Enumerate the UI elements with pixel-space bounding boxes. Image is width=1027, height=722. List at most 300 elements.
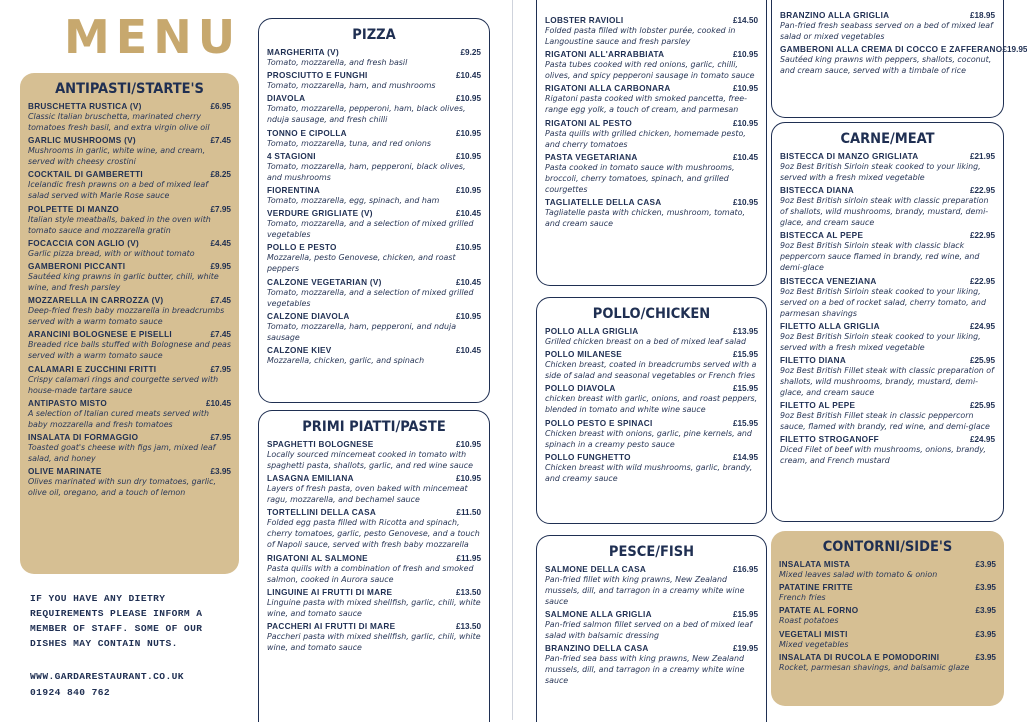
item-name: BRANZINO DELLA CASA: [545, 644, 649, 654]
item-name: GARLIC MUSHROOMS (V): [28, 136, 136, 146]
item-description: Folded pasta filled with lobster purée, cooked in Langoustine sauce and fresh parsley: [545, 26, 736, 46]
item-price: £10.95: [732, 84, 758, 94]
item-price: £10.45: [455, 209, 481, 219]
item-description: 9oz Best British Fillet steak in classic peppercorn sauce, flamed with brandy, red wine, and demi-glace: [780, 411, 990, 432]
item-name: POLLO DIAVOLA: [545, 384, 616, 394]
item-name: GAMBERONI ALLA CREMA DI COCCO E ZAFFERANO: [780, 45, 1003, 55]
menu-item-filetto-al-pepe: [780, 401, 995, 432]
item-header: [780, 435, 995, 444]
item-header: [779, 606, 996, 615]
menu-item-cocktail-di-gamberetti: [28, 170, 231, 201]
item-price: £10.95: [455, 185, 481, 195]
menu-item-lobster-ravioli: [545, 16, 758, 47]
item-price: £9.25: [460, 48, 481, 57]
item-header: [780, 277, 995, 286]
item-name: POLLO MILANESE: [545, 350, 622, 360]
item-description: Rocket, parmesan shavings, and balsamic glaze: [779, 662, 970, 672]
menu-item-patate-al-forno: [779, 606, 996, 626]
section-title: ANTIPASTI/STARTE'S: [55, 81, 204, 97]
item-price: £24.95: [969, 435, 995, 445]
item-description: Mozzarella, chicken, garlic, and spinach: [267, 355, 425, 365]
item-price: £7.95: [210, 432, 231, 442]
item-header: [545, 419, 758, 428]
menu-list: [545, 565, 758, 686]
item-description: Grilled chicken breast on a bed of mixed leaf salad: [545, 337, 747, 346]
item-description: Tomato, mozzarella, egg, spinach, and ham: [267, 195, 440, 205]
item-price: £10.95: [455, 243, 481, 253]
item-header: [267, 312, 481, 321]
item-price: £13.50: [455, 621, 481, 631]
item-price: £10.95: [455, 151, 481, 161]
menu-list: [545, 327, 758, 484]
item-header: [545, 644, 758, 653]
item-name: FILETTO STROGANOFF: [780, 435, 879, 445]
item-description: Pan-fried salmon fillet served on a bed of mixed leaf salad with balsamic dressing: [545, 620, 753, 641]
item-header: [267, 209, 481, 218]
item-header: [545, 84, 758, 93]
item-price: £10.95: [455, 440, 481, 449]
item-name: GAMBERONI PICCANTI: [28, 261, 126, 271]
pesce-panel: [536, 535, 767, 722]
phone-number: 01924 840 762: [30, 687, 111, 698]
item-name: COCKTAIL DI GAMBERETTI: [28, 170, 144, 180]
item-header: [779, 560, 996, 569]
item-price: £10.45: [455, 345, 481, 355]
item-description: 9oz Best British Fillet steak with classic preparation of shallots, wild mushrooms, brandy, mustard, demi-glace, and cream sauce: [780, 365, 994, 397]
menu-item-pollo-alla-griglia: [545, 327, 758, 347]
menu-item-pasta-vegetariana: [545, 153, 758, 195]
item-name: PATATE AL FORNO: [779, 606, 859, 616]
item-description: Tomato, mozzarella, and fresh basil: [267, 58, 408, 67]
item-header: [779, 583, 996, 592]
item-header: [545, 153, 758, 162]
menu-item-gamberoni-alla-crema-di-cocco-e-zafferano: [780, 45, 1027, 76]
item-price: £3.95: [210, 467, 231, 477]
item-description: Tagliatelle pasta with chicken, mushroom, tomato, and cream sauce: [545, 207, 745, 228]
section-title: CONTORNI/SIDE'S: [822, 539, 953, 555]
menu-item-pollo-funghetto: [545, 453, 758, 484]
menu-item-tonno-e-cipolla: [267, 129, 481, 149]
item-description: A selection of Italian cured meats served with baby mozzarella and fresh tomatoes: [28, 408, 210, 429]
fish-continued-panel: [771, 0, 1027, 118]
section-title: CARNE/MEAT: [840, 131, 935, 147]
item-header: [267, 186, 481, 195]
item-price: £9.95: [210, 261, 231, 271]
item-description: Tomato, mozzarella, tuna, and red onions: [267, 138, 431, 148]
item-description: Pan-fried sea bass with king prawns, New Zealand mussels, dill, and tarragon in a creamy white wine sauce: [545, 654, 745, 686]
website-link[interactable]: WWW.GARDARESTAURANT.CO.UK: [30, 671, 184, 682]
item-header: [267, 129, 481, 138]
section-title: PRIMI PIATTI/PASTE: [302, 419, 446, 435]
item-header: [28, 433, 231, 442]
item-name: BISTECCA VENEZIANA: [780, 276, 877, 286]
item-header: [545, 384, 758, 393]
menu-item-rigatoni-alla-carbonara: [545, 84, 758, 115]
item-price: £14.95: [732, 452, 758, 462]
item-description: Pan-fried fresh seabass served on a bed of mixed leaf salad or mixed vegetables: [780, 21, 993, 41]
menu-item-bistecca-diana: [780, 186, 995, 228]
item-description: Pasta tubes cooked with red onions, garlic, chilli, olives, and spicy pepperoni sausage in tomato sauce: [545, 60, 755, 81]
item-header: [267, 440, 481, 449]
item-price: £7.95: [210, 364, 231, 374]
menu-item-tortellini-della-casa: [267, 508, 481, 550]
item-header: [267, 94, 481, 103]
section-title: PESCE/FISH: [608, 544, 695, 560]
pizza-panel: [258, 18, 490, 403]
menu-item-bistecca-al-pepe: [780, 231, 995, 273]
item-description: Toasted goat's cheese with figs jam, mixed leaf salad, and honey: [28, 442, 216, 463]
menu-item-arancini-bolognese-e-piselli: [28, 330, 231, 361]
contact-block: [30, 669, 184, 701]
section-title: POLLO/CHICKEN: [592, 306, 711, 322]
item-price: £3.95: [975, 560, 996, 569]
item-name: POLLO ALLA GRIGLIA: [545, 327, 639, 336]
item-price: £22.95: [969, 186, 995, 196]
item-description: chicken breast with garlic, onions, and roast peppers, blended in tomato and white wine sauce: [545, 394, 758, 415]
item-name: DIAVOLA: [267, 94, 306, 104]
item-name: RIGATONI AL SALMONE: [267, 553, 368, 563]
item-price: £15.95: [732, 384, 758, 394]
menu-item-rigatoni-al-pesto: [545, 119, 758, 150]
item-price: £15.95: [732, 350, 758, 360]
item-price: £6.95: [210, 102, 231, 111]
menu-item-branzino-della-casa: [545, 644, 758, 686]
item-header: [28, 239, 231, 248]
item-header: [545, 565, 758, 574]
menu-item-pollo-diavola: [545, 384, 758, 415]
item-header: [779, 630, 996, 639]
item-header: [545, 327, 758, 336]
item-description: 9oz Best British sirloin steak with classic preparation of shallots, wild mushrooms, brandy, mustard, demi-glace, and cream sauce: [780, 196, 989, 228]
item-description: Chicken breast with wild mushrooms, garlic, brandy, and creamy sauce: [545, 462, 753, 483]
item-name: SALMONE ALLA GRIGLIA: [545, 610, 652, 620]
item-name: LOBSTER RAVIOLI: [545, 16, 624, 25]
item-description: Tomato, mozzarella, ham, and mushrooms: [267, 81, 436, 91]
menu-item-filetto-alla-griglia: [780, 322, 995, 353]
item-description: Mixed vegetables: [779, 639, 849, 649]
item-name: FILETTO ALLA GRIGLIA: [780, 321, 880, 331]
menu-item-focaccia-con-aglio-v: [28, 239, 231, 259]
item-header: [545, 453, 758, 462]
item-description: Mozzarella, pesto Genovese, chicken, and roast peppers: [267, 253, 456, 274]
item-price: £10.95: [455, 474, 481, 484]
item-description: Sautéed king prawns in garlic butter, chili, white wine, and fresh parsley: [28, 271, 219, 292]
item-name: LASAGNA EMILIANA: [267, 474, 354, 484]
item-price: £14.50: [732, 16, 758, 25]
item-description: Tomato, mozzarella, ham, pepperoni, and nduja sausage: [267, 321, 457, 342]
menu-list: [780, 11, 1027, 76]
menu-list: [779, 560, 996, 673]
item-description: Locally sourced mincemeat cooked in tomato with spaghetti pasta, shallots, garlic, and red wine sauce: [267, 450, 473, 470]
item-description: 9oz Best British Sirloin steak cooked to your liking, served with a fresh mixed vegetable: [780, 162, 981, 182]
item-price: £10.95: [732, 197, 758, 207]
item-header: [267, 71, 481, 80]
item-description: Roast potatoes: [779, 616, 839, 626]
item-description: Pasta quills with grilled chicken, homemade pesto, and cherry tomatoes: [545, 128, 746, 149]
menu-item-mozzarella-in-carrozza-v: [28, 296, 231, 327]
item-name: FILETTO DIANA: [780, 355, 847, 365]
menu-item-lasagna-emiliana: [267, 474, 481, 505]
menu-item-pollo-e-pesto: [267, 243, 481, 274]
item-price: £22.95: [969, 231, 995, 241]
item-price: £7.95: [210, 204, 231, 214]
menu-item-vegetali-misti: [779, 630, 996, 650]
item-header: [780, 231, 995, 240]
menu-item-filetto-stroganoff: [780, 435, 995, 466]
menu-item-rigatoni-al-salmone: [267, 554, 481, 585]
item-description: 9oz Best British Sirloin steak cooked to your liking, served on a bed of rocket salad, cherry tomato, and parmesan shavings: [780, 286, 986, 318]
item-description: Paccheri pasta with mixed shellfish, garlic, chili, white wine, and tomato sauce: [267, 631, 481, 652]
dietary-note: IF YOU HAVE ANY DIETRY REQUIREMENTS PLEASE INFORM A MEMBER OF STAFF. SOME OF OUR DISHES MAY CONTAIN NUTS.: [30, 593, 203, 649]
item-price: £13.95: [732, 327, 758, 336]
item-price: £7.45: [210, 330, 231, 340]
menu-item-garlic-mushrooms-v: [28, 136, 231, 167]
item-description: Tomato, mozzarella, and a selection of mixed grilled vegetables: [267, 219, 474, 240]
item-name: ANTIPASTO MISTO: [28, 398, 108, 408]
item-header: [545, 198, 758, 207]
menu-list: [545, 16, 758, 229]
item-name: CALZONE VEGETARIAN (V): [267, 277, 382, 287]
item-description: Olives marinated with sun dry tomatoes, garlic, olive oil, oregano, and a touch of lemon: [28, 477, 216, 498]
item-description: Tomato, mozzarella, and a selection of mixed grilled vegetables: [267, 287, 474, 308]
menu-item-olive-marinate: [28, 467, 231, 498]
item-description: Mixed leaves salad with tomato & onion: [779, 570, 938, 579]
item-description: Pasta cooked in tomato sauce with mushrooms, broccoli, cherry tomatoes, spinach, and grilled courgettes: [545, 162, 735, 194]
primi-panel: [258, 410, 490, 722]
item-name: PACCHERI AI FRUTTI DI MARE: [267, 621, 396, 631]
item-header: [545, 610, 758, 619]
menu-item-insalata-mista: [779, 560, 996, 580]
pollo-panel: [536, 297, 767, 524]
item-description: Mushrooms in garlic, white wine, and cream, served with cheesy crostini: [28, 146, 206, 167]
item-header: [28, 365, 231, 374]
item-name: CALZONE DIAVOLA: [267, 311, 350, 321]
item-name: SALMONE DELLA CASA: [545, 565, 647, 574]
item-header: [28, 205, 231, 214]
item-price: £10.45: [205, 398, 231, 408]
item-price: £15.95: [732, 610, 758, 620]
item-header: [545, 16, 758, 25]
item-name: BISTECCA AL PEPE: [780, 231, 864, 241]
item-price: £25.95: [969, 401, 995, 411]
item-description: Linguine pasta with mixed shellfish, garlic, chili, white wine, and tomato sauce: [267, 597, 481, 618]
item-price: £11.95: [456, 553, 481, 563]
item-header: [267, 346, 481, 355]
item-description: Breaded rice balls stuffed with Bolognese and peas served with a warm tomato sauce: [28, 340, 231, 361]
menu-list: [780, 152, 995, 466]
item-price: £4.45: [210, 238, 231, 248]
contorni-panel: [771, 531, 1004, 706]
item-price: £11.50: [456, 508, 481, 518]
item-price: £3.95: [975, 583, 996, 593]
menu-item-fiorentina: [267, 186, 481, 206]
antipasti-panel: [20, 73, 239, 574]
item-name: RIGATONI ALLA CARBONARA: [545, 84, 671, 94]
item-price: £8.25: [210, 170, 231, 180]
menu-title: MENU: [64, 10, 242, 64]
item-name: BISTECCA DIANA: [780, 186, 854, 196]
menu-item-patatine-fritte: [779, 583, 996, 603]
item-header: [780, 152, 995, 161]
item-price: £25.95: [969, 355, 995, 365]
item-header: [28, 102, 231, 111]
menu-list: [267, 48, 481, 366]
item-header: [28, 262, 231, 271]
item-description: Tomato, mozzarella, ham, pepperoni, black olives, and mushrooms: [267, 161, 466, 182]
item-name: CALAMARI E ZUCCHINI FRITTI: [28, 364, 157, 374]
item-price: £19.95: [732, 644, 758, 654]
item-header: [28, 136, 231, 145]
item-description: Diced Filet of beef with mushrooms, onions, brandy, cream, and French mustard: [780, 445, 986, 466]
item-name: FOCACCIA CON AGLIO (V): [28, 238, 140, 248]
item-description: Sautéed king prawns with peppers, shallots, coconut, and cream sauce, served with a timbale of rice: [780, 55, 992, 76]
section-title: PIZZA: [352, 27, 396, 43]
item-header: [267, 588, 481, 597]
item-name: INSALATA MISTA: [779, 560, 851, 569]
menu-item-pollo-milanese: [545, 350, 758, 381]
page-fold: [512, 0, 513, 720]
menu-item-calzone-kiev: [267, 346, 481, 366]
menu-item-salmone-della-casa: [545, 565, 758, 607]
item-header: [780, 45, 1027, 55]
item-name: FILETTO AL PEPE: [780, 401, 856, 411]
item-description: Icelandic fresh prawns on a bed of mixed leaf salad served with Marie Rose sauce: [28, 180, 209, 201]
item-header: [267, 152, 481, 161]
menu-item-paccheri-ai-frutti-di-mare: [267, 622, 481, 653]
item-price: £19.95: [1002, 45, 1027, 55]
item-header: [545, 350, 758, 359]
item-name: INSALATA DI RUCOLA E POMODORINI: [779, 652, 940, 662]
item-description: Rigatoni pasta cooked with smoked pancetta, free-range egg yolk, a touch of cream, and parmesan: [545, 94, 747, 115]
menu-item-filetto-diana: [780, 356, 995, 398]
menu-item-diavola: [267, 94, 481, 125]
item-description: Tomato, mozzarella, pepperoni, ham, black olives, nduja sausage, and fresh chilli: [267, 104, 466, 125]
item-name: ARANCINI BOLOGNESE E PISELLI: [28, 330, 172, 340]
menu-item-pollo-pesto-e-spinaci: [545, 419, 758, 450]
item-name: INSALATA DI FORMAGGIO: [28, 432, 139, 442]
item-description: Pasta quills with a combination of fresh and smoked salmon, cooked in Aurora sauce: [267, 563, 474, 584]
item-name: POLLO FUNGHETTO: [545, 452, 631, 462]
item-header: [267, 48, 481, 57]
item-description: Crispy calamari rings and courgette served with house-made tartare sauce: [28, 374, 219, 395]
item-price: £10.95: [732, 118, 758, 128]
item-header: [780, 186, 995, 195]
item-description: Chicken breast with onions, garlic, pine kernels, and spinach in a creamy pesto sauce: [545, 428, 752, 449]
item-name: VERDURE GRIGLIATE (V): [267, 209, 373, 219]
item-price: £15.95: [732, 418, 758, 428]
item-name: MOZZARELLA IN CARROZZA (V): [28, 296, 164, 306]
menu-item-calzone-vegetarian-v: [267, 278, 481, 309]
item-header: [267, 243, 481, 252]
item-price: £10.95: [732, 50, 758, 60]
item-name: PASTA VEGETARIANA: [545, 152, 638, 162]
menu-item-spaghetti-bolognese: [267, 440, 481, 471]
menu-item-insalata-di-rucola-e-pomodorini: [779, 653, 996, 673]
item-name: VEGETALI MISTI: [779, 629, 848, 639]
item-name: RIGATONI ALL'ARRABBIATA: [545, 50, 665, 60]
menu-item-antipasto-misto: [28, 399, 231, 430]
menu-item-polpette-di-manzo: [28, 205, 231, 236]
item-name: CALZONE KIEV: [267, 345, 332, 355]
item-price: £10.45: [732, 152, 758, 162]
menu-item-bruschetta-rustica-v: [28, 102, 231, 133]
item-header: [780, 356, 995, 365]
item-name: POLLO PESTO E SPINACI: [545, 418, 653, 428]
item-name: POLPETTE DI MANZO: [28, 204, 120, 214]
item-name: TONNO E CIPOLLA: [267, 128, 347, 138]
item-description: French fries: [779, 593, 826, 603]
item-price: £22.95: [969, 276, 995, 286]
menu-item-prosciutto-e-funghi: [267, 71, 481, 91]
item-header: [28, 467, 231, 476]
item-price: £7.45: [210, 296, 231, 306]
menu-list: [28, 102, 231, 498]
item-header: [545, 50, 758, 59]
menu-item-calzone-diavola: [267, 312, 481, 343]
item-header: [779, 653, 996, 662]
item-name: PROSCIUTTO E FUNGHI: [267, 71, 368, 81]
item-description: 9oz Best British Sirloin steak cooked to your liking, served with a fresh mixed vegetable: [780, 331, 981, 352]
item-header: [545, 119, 758, 128]
item-name: SPAGHETTI BOLOGNESE: [267, 440, 374, 449]
item-name: TAGLIATELLE DELLA CASA: [545, 197, 662, 207]
item-header: [267, 622, 481, 631]
item-description: Layers of fresh pasta, oven baked with mincemeat ragu, mozzarella, and bechamel sauce: [267, 484, 468, 505]
item-description: Garlic pizza bread, with or without tomato: [28, 248, 195, 258]
item-name: FIORENTINA: [267, 185, 321, 195]
item-header: [267, 554, 481, 563]
item-price: £21.95: [969, 152, 995, 161]
item-price: £18.95: [969, 11, 995, 20]
item-header: [28, 170, 231, 179]
item-header: [780, 11, 995, 20]
menu-item-branzino-alla-griglia: [780, 11, 995, 42]
item-header: [267, 508, 481, 517]
menu-item-margherita-v: [267, 48, 481, 68]
menu-item-linguine-ai-frutti-di-mare: [267, 588, 481, 619]
menu-item-4-stagioni: [267, 152, 481, 183]
item-price: £7.45: [210, 136, 231, 146]
item-description: Deep-fried fresh baby mozzarella in breadcrumbs served with a warm tomato sauce: [28, 306, 225, 327]
menu-item-verdure-grigliate-v: [267, 209, 481, 240]
item-price: £13.50: [455, 587, 481, 597]
item-description: Chicken breast, coated in breadcrumbs served with a side of salad and seasonal vegetables or French fries: [545, 360, 757, 381]
item-price: £10.45: [455, 277, 481, 287]
item-description: 9oz Best British Sirloin steak with classic black peppercorn sauce flamed in brandy, red wine, and demi-glace: [780, 241, 980, 273]
item-price: £3.95: [975, 606, 996, 616]
item-price: £3.95: [975, 652, 996, 662]
item-name: BISTECCA DI MANZO GRIGLIATA: [780, 152, 919, 161]
item-price: £10.95: [455, 311, 481, 321]
menu-item-salmone-alla-griglia: [545, 610, 758, 641]
item-description: Italian style meatballs, baked in the oven with tomato sauce and mozzarella gratin: [28, 214, 211, 235]
menu-item-calamari-e-zucchini-fritti: [28, 365, 231, 396]
item-header: [267, 474, 481, 483]
item-price: £10.95: [455, 128, 481, 138]
menu-item-tagliatelle-della-casa: [545, 198, 758, 229]
item-description: Folded egg pasta filled with Ricotta and spinach, cherry tomatoes, garlic, pesto Genovese, and a touch of Napoli sauce, served with fresh baby mozzarella: [267, 518, 480, 550]
item-header: [780, 401, 995, 410]
item-header: [780, 322, 995, 331]
item-price: £10.95: [455, 94, 481, 104]
menu-item-bistecca-veneziana: [780, 277, 995, 319]
carne-panel: [771, 122, 1004, 522]
item-name: 4 STAGIONI: [267, 151, 316, 161]
pasta-continued-panel: [536, 0, 767, 286]
item-name: TORTELLINI DELLA CASA: [267, 508, 377, 518]
item-name: MARGHERITA (V): [267, 48, 339, 57]
menu-list: [267, 440, 481, 653]
